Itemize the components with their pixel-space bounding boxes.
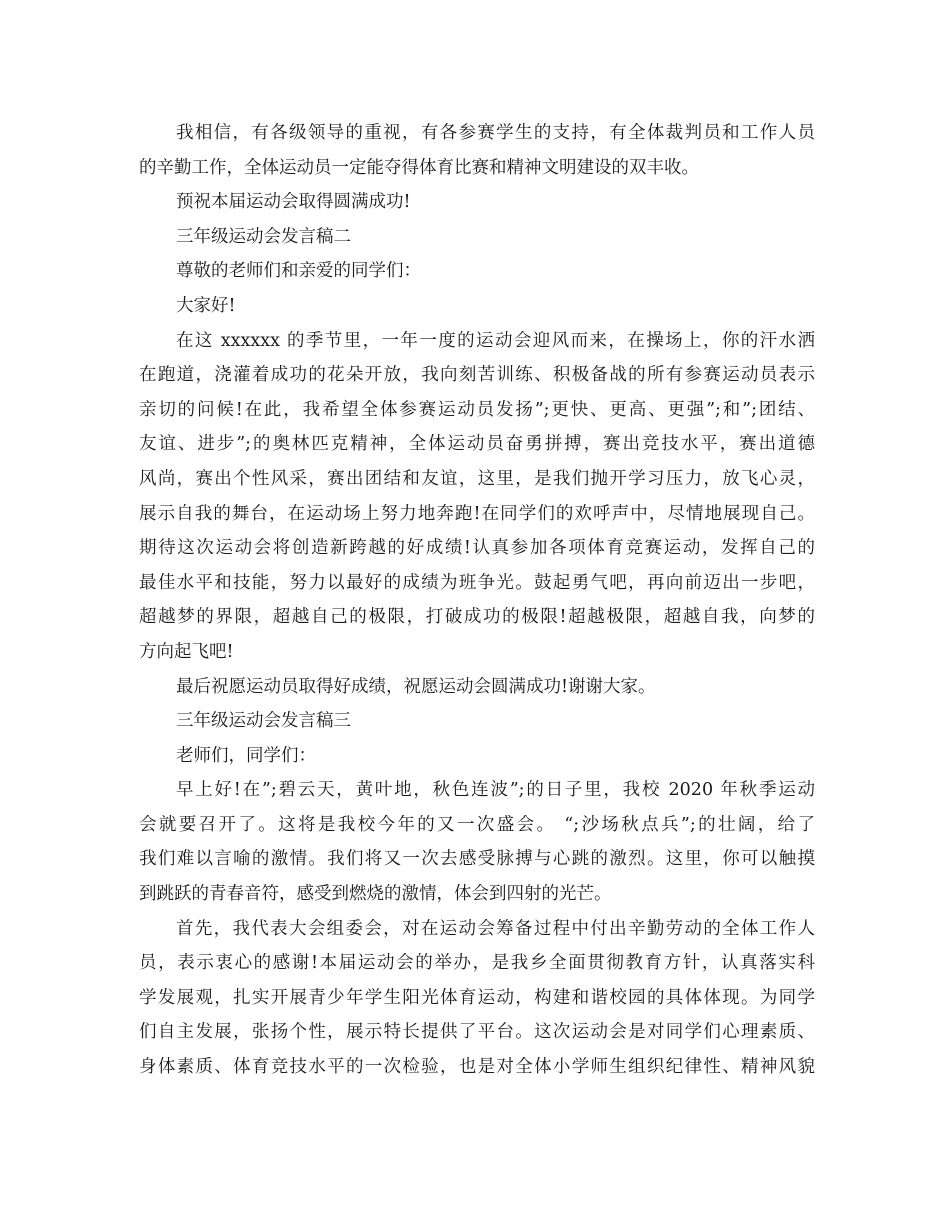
- paragraph-line: 展示自我的舞台，在运动场上努力地奔跑!在同学们的欢呼声中，尽情地展现自己。: [139, 503, 815, 524]
- paragraph-line: 期待这次运动会将创造新跨越的好成绩!认真参加各项体育竞赛运动，发挥自己的: [139, 538, 815, 559]
- paragraph-first-line: 三年级运动会发言稿三: [176, 711, 351, 732]
- paragraph-line: 方向起飞吧!: [139, 641, 234, 662]
- paragraph-first-line: 在这 xxxxxx 的季节里，一年一度的运动会迎风而来，在操场上，你的汗水洒: [176, 330, 815, 351]
- paragraph-first-line: 我相信，有各级领导的重视，有各参赛学生的支持，有全体裁判员和工作人员: [176, 123, 815, 143]
- paragraph-first-line: 尊敬的老师们和亲爱的同学们：: [176, 261, 421, 282]
- paragraph-line: 最佳水平和技能，努力以最好的成绩为班争光。鼓起勇气吧，再向前迈出一步吧，: [139, 572, 815, 593]
- paragraph-line: 我们难以言喻的激情。我们将又一次去感受脉搏与心跳的激烈。这里，你可以触摸: [139, 849, 815, 870]
- paragraph-first-line: 大家好!: [176, 295, 236, 316]
- paragraph-line: 友谊、进步”;的奥林匹克精神，全体运动员奋勇拼搏，赛出竞技水平，赛出道德: [139, 434, 815, 455]
- paragraph-line: 到跳跃的青春音符，感受到燃烧的激情，体会到四射的光芒。: [139, 884, 612, 905]
- paragraph-line: 亲切的问候!在此，我希望全体参赛运动员发扬”;更快、更高、更强”;和”;团结、: [139, 399, 815, 420]
- paragraph-line: 在跑道，浇灌着成功的花朵开放，我向刻苦训练、积极备战的所有参赛运动员表示: [139, 365, 815, 386]
- paragraph-line: 超越梦的界限，超越自己的极限，打破成功的极限!超越极限，超越自我，向梦的: [139, 607, 815, 628]
- document-body: [139, 116, 815, 1085]
- paragraph-first-line: 早上好!在”;碧云天，黄叶地，秋色连波”;的日子里，我校 2020 年秋季运动: [176, 780, 815, 801]
- paragraph-first-line: 首先，我代表大会组委会，对在运动会筹备过程中付出辛勤劳动的全体工作人: [176, 918, 815, 939]
- paragraph-first-line: 预祝本届运动会取得圆满成功!: [176, 192, 411, 213]
- paragraph-first-line: 老师们，同学们：: [176, 745, 316, 766]
- paragraph-line: 的辛勤工作，全体运动员一定能夺得体育比赛和精神文明建设的双丰收。: [139, 157, 699, 178]
- paragraph-line: 风尚，赛出个性风采，赛出团结和友谊，这里，是我们抛开学习压力，放飞心灵，: [139, 468, 815, 489]
- paragraph-line: 身体素质、体育竞技水平的一次检验，也是对全体小学师生组织纪律性、精神风貌: [139, 1057, 815, 1078]
- paragraph-line: 员，表示衷心的感谢!本届运动会的举办，是我乡全面贯彻教育方针，认真落实科: [139, 953, 815, 974]
- paragraph-line: 会就要召开了。这将是我校今年的又一次盛会。 “;沙场秋点兵”;的壮阔，给了: [139, 814, 815, 835]
- paragraph-first-line: 三年级运动会发言稿二: [176, 226, 351, 247]
- paragraph-line: 们自主发展，张扬个性，展示特长提供了平台。这次运动会是对同学们心理素质、: [139, 1022, 815, 1043]
- paragraph-first-line: 最后祝愿运动员取得好成绩，祝愿运动会圆满成功!谢谢大家。: [176, 676, 656, 697]
- paragraph-line: 学发展观，扎实开展青少年学生阳光体育运动，构建和谐校园的具体体现。为同学: [139, 987, 815, 1008]
